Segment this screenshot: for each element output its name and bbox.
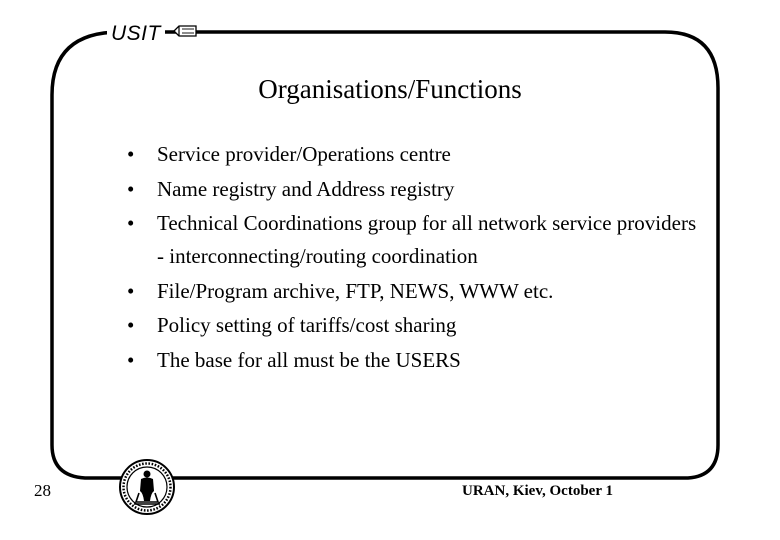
bullet-dot: • <box>127 278 135 303</box>
bullet-dot: • <box>127 142 135 166</box>
bullet-list <box>127 138 707 378</box>
bullet-text: Service provider/Operations centre <box>157 142 451 166</box>
bullet-text: Technical Coordinations group for all network service providers - interconnecting/routing coordination <box>157 211 697 268</box>
bullet-item <box>127 309 707 342</box>
bullet-item <box>127 344 707 377</box>
bullet-item <box>127 207 707 273</box>
brand-label: USIT <box>107 18 165 50</box>
bullet-item <box>127 173 707 206</box>
bullet-item <box>127 138 707 171</box>
university-seal-icon <box>117 457 177 517</box>
bullet-item <box>127 275 707 308</box>
bullet-text: Name registry and Address registry <box>157 176 455 201</box>
slide-title: Organisations/Functions <box>258 74 522 104</box>
bullet-dot: • <box>127 347 135 372</box>
page-number: 28 <box>34 481 51 500</box>
bullet-text: File/Program archive, FTP, NEWS, WWW etc. <box>157 278 554 303</box>
bullet-text: Policy setting of tariffs/cost sharing <box>157 313 457 337</box>
pencil-icon <box>172 24 198 38</box>
bullet-dot: • <box>127 176 135 201</box>
bullet-dot: • <box>127 211 135 235</box>
footer-event-text: URAN, Kiev, October 1 <box>462 483 613 499</box>
bullet-text: The base for all must be the USERS <box>157 347 461 372</box>
bullet-dot: • <box>127 313 135 337</box>
